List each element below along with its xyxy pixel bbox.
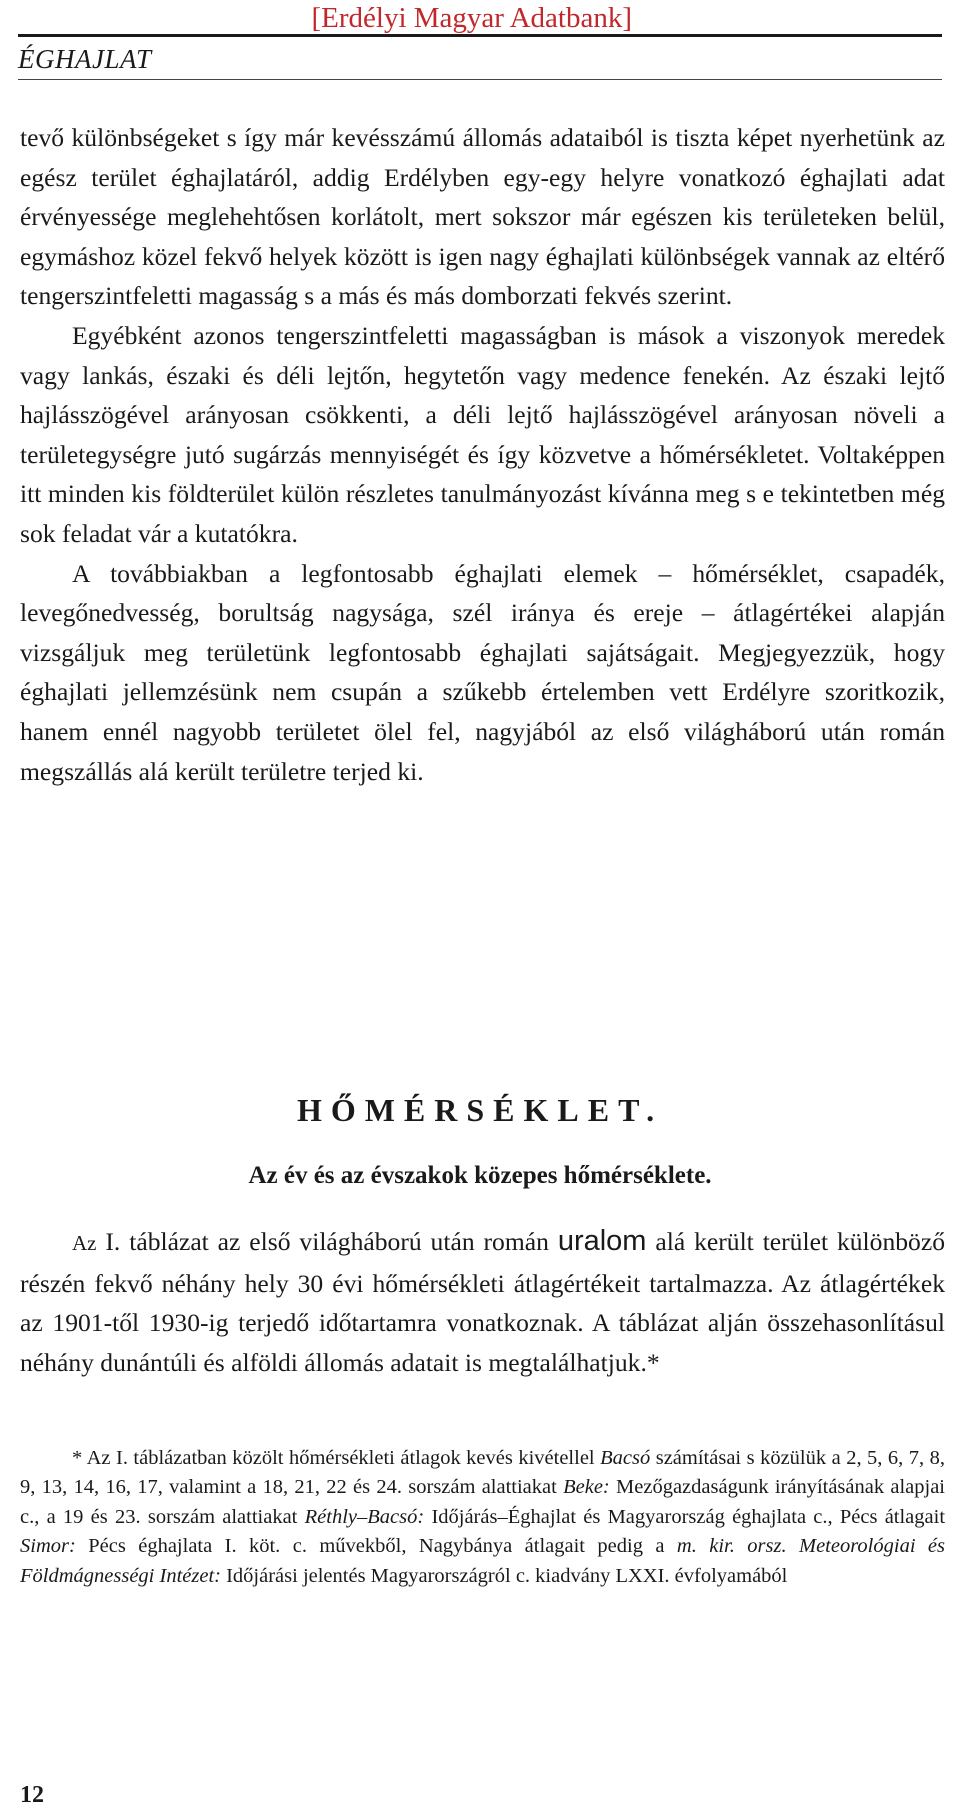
- footnote-text-3: Mezőgazdaságunk irányításának alapjai c., a 19 és 23. sorszám alattiakat: [20, 1476, 946, 1528]
- footnote-text-4: Időjárás–Éghajlat és Magyarország éghajlata c., Pécs átlagait: [431, 1505, 946, 1528]
- footnote-author-beke: Beke:: [563, 1476, 610, 1499]
- paragraph-1: tevő különbségeket s így már kevésszámú állomás adataiból is tiszta képet nyerhetünk az egész terület éghajlatáról, addig Erdélyben egy-egy helyre vonatkozó éghajlati adat érvényessége meglehehtősen korlátolt, mert sokszor már egészen kis területeken belül, egymáshoz közel fekvő helyek között is igen nagy éghajlati különbségek vannak az eltérő tengerszintfeletti magasság s a más és más domborzati fekvés szerint.: [20, 123, 945, 311]
- footnote: [20, 1444, 945, 1591]
- footnote-text-6: Időjárási jelentés Magyarországról c. kiadvány LXXI. évfolyamából: [226, 1564, 788, 1587]
- footnote-text-1: * Az I. táblázatban közölt hőmérsékleti átlagok kevés kivétellel: [72, 1447, 595, 1469]
- section-paragraph: [20, 1222, 945, 1382]
- footnote-author-bacso: Bacsó: [600, 1447, 651, 1469]
- page-header: [18, 0, 942, 80]
- footnote-institute: m. kir. orsz. Meteorológiai és Földmágnességi Intézet:: [20, 1535, 946, 1587]
- para-text-2: alá került terület különböző részén fekvő néhány hely 30 évi hőmérsékleti átlagértékeit tartalmazza. Az átlagértékek az 1901-től 1930-ig terjedő időtartamra vonatkoznak. A táblázat alján összehasonlításul néhány dunántúli és alföldi állomás adatait is megtalálhatjuk.*: [20, 1227, 946, 1377]
- section-heading: HŐMÉRSÉKLET.: [296, 1092, 664, 1128]
- header-thin-rule: [18, 79, 942, 80]
- footnote-text-2: számításai s közülük a 2, 5, 6, 7, 8, 9, 13, 14, 16, 17, valamint a 18, 21, 22 és 24. sorszám alattiakat: [20, 1447, 946, 1499]
- para-lead-word: Az: [72, 1231, 97, 1255]
- footnote-author-simor: Simor:: [20, 1535, 76, 1558]
- para-text-1: I. táblázat az első világháború után román: [105, 1227, 549, 1256]
- body-text: [20, 118, 945, 791]
- running-title: ÉGHAJLAT: [18, 44, 152, 74]
- para-emphasized-word: uralom: [557, 1225, 647, 1257]
- paragraph-2: Egyébként azonos tengerszintfeletti magasságban is mások a viszonyok meredek vagy lankás, északi és déli lejtőn, hegytetőn vagy medence fenekén. Az északi lejtő hajlásszögével arányosan csökkenti, a déli lejtő hajlásszögével arányosan növeli a területegységre jutó sugárzás mennyiségét és így közvetve a hőmérsékletet. Voltaképpen itt minden kis földterület külön részletes tanulmányozást kívánna meg s e tekintetben még sok feladat vár a kutatókra.: [20, 320, 945, 548]
- section-subheading: Az év és az évszakok közepes hőmérséklete.: [248, 1162, 712, 1189]
- header-rule: [18, 34, 942, 37]
- source-link[interactable]: [Erdélyi Magyar Adatbank]: [311, 2, 632, 34]
- footnote-text-5: Pécs éghajlata I. köt. c. művekből, Nagybánya átlagait pedig a: [88, 1535, 665, 1558]
- footnote-author-rethly: Réthly–Bacsó:: [304, 1505, 425, 1528]
- page-number: 12: [20, 1782, 44, 1808]
- paragraph-3: A továbbiakban a legfontosabb éghajlati elemek – hőmérséklet, csapadék, levegőnedvesség, borultság nagysága, szél iránya és ereje – átlagértékei alapján vizsgáljuk meg területünk legfontosabb éghajlati sajátságait. Megjegyezzük, hogy éghajlati jellemzésünk nem csupán a szűkebb értelemben vett Erdélyre szoritkozik, hanem ennél nagyobb területet ölel fel, nagyjából az első világháború után román megszállás alá került területre terjed ki.: [20, 558, 945, 786]
